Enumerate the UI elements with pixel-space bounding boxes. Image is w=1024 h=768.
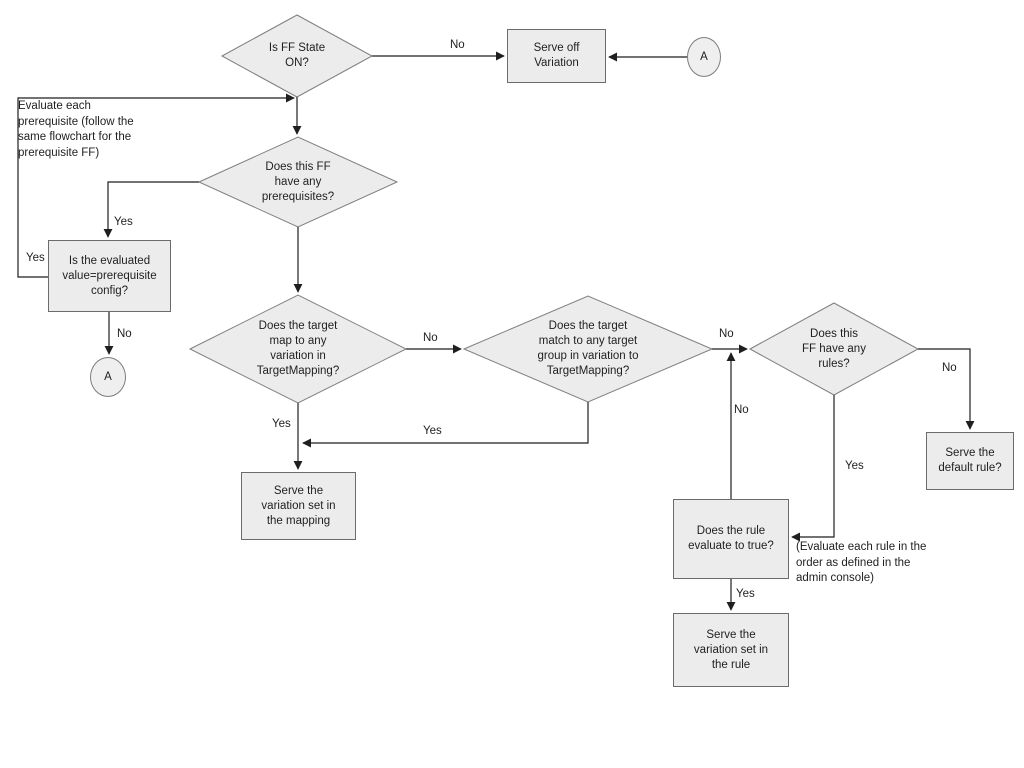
process-serve-variation-rule: Serve the variation set in the rule (673, 613, 789, 687)
decision-has-rules: Does this FF have any rules? (802, 328, 866, 370)
edge-label-targetmap-no: No (423, 332, 438, 344)
connector-a-left: A (90, 357, 126, 397)
process-rule-evaluates-true: Does the rule evaluate to true? (673, 499, 789, 579)
process-serve-off-variation: Serve off Variation (507, 29, 606, 83)
connector-a-top: A (687, 37, 721, 77)
edge-targetmatch-yes-line (303, 402, 588, 443)
edge-label-hasrules-yes: Yes (845, 460, 864, 472)
decision-target-map: Does the target map to any variation in TargetMapping? (256, 320, 340, 377)
note-prerequisite: Evaluate each prerequisite (follow the same flowchart for the prerequisite FF) (18, 100, 134, 159)
edge-label-ruleeval-no: No (734, 404, 749, 416)
process-serve-default-rule: Serve the default rule? (926, 432, 1014, 490)
edge-label-evaluated-no: No (117, 328, 132, 340)
edge-label-ruleeval-yes: Yes (736, 588, 755, 600)
process-evaluated-value-config: Is the evaluated value=prerequisite config? (48, 240, 171, 312)
edge-label-hasrules-no: No (942, 362, 957, 374)
decision-target-match: Does the target match to any target group in variation to TargetMapping? (537, 320, 639, 377)
decision-is-ff-state-on: Is FF State ON? (268, 42, 326, 69)
process-serve-variation-mapping: Serve the variation set in the mapping (241, 472, 356, 540)
decision-has-prerequisites: Does this FF have any prerequisites? (261, 161, 335, 203)
edge-label-ffstate-no: No (450, 39, 465, 51)
edge-hasrules-yes-line (792, 395, 834, 537)
edge-label-targetmatch-yes: Yes (423, 425, 442, 437)
edge-label-evaluated-yes: Yes (26, 252, 45, 264)
edge-label-targetmap-yes: Yes (272, 418, 291, 430)
edge-label-prereq-yes: Yes (114, 216, 133, 228)
note-rule-order: (Evaluate each rule in the order as defined in the admin console) (796, 541, 927, 584)
edge-label-targetmatch-no: No (719, 328, 734, 340)
